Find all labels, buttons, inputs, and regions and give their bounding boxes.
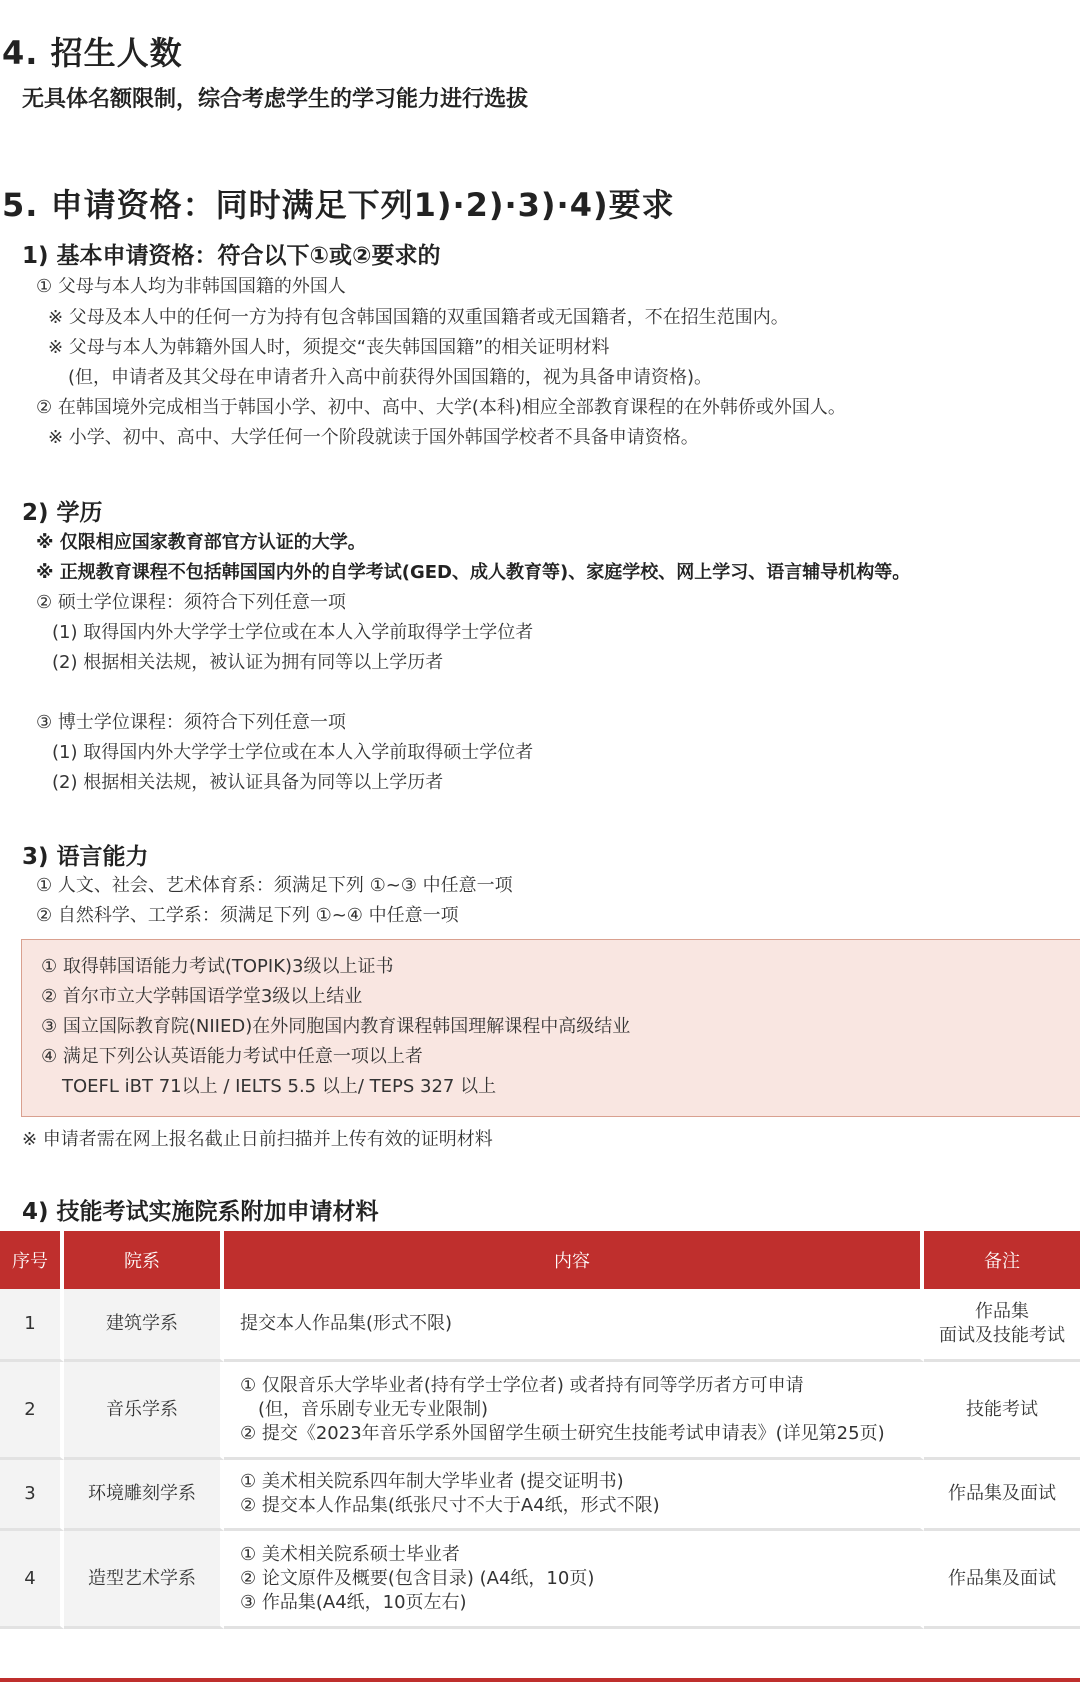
- row-content: [224, 1289, 924, 1362]
- content-line: ① 美术相关院系硕士毕业者: [240, 1543, 460, 1565]
- content-line: ③ 作品集(A4纸，10页左右): [240, 1591, 467, 1613]
- language-box-item: ④ 满足下列公认英语能力考试中任意一项以上者: [41, 1046, 423, 1067]
- language-box-item: ② 首尔市立大学韩国语学堂3级以上结业: [41, 986, 363, 1007]
- education-title: 2) 学历: [22, 500, 103, 526]
- row-number: 3: [0, 1460, 64, 1531]
- content-line: ② 提交本人作品集(纸张尺寸不大于A4纸，形式不限): [240, 1495, 660, 1516]
- language-box-item: ① 取得韩国语能力考试(TOPIK)3级以上证书: [41, 956, 394, 977]
- language-line: ① 人文、社会、艺术体育系：须满足下列 ①~③ 中任意一项: [36, 875, 513, 896]
- remark-line: 技能考试: [966, 1398, 1038, 1420]
- row-content: [224, 1460, 924, 1531]
- row-department: 造型艺术学系: [64, 1531, 224, 1629]
- content-line: ② 论文原件及概要(包含目录) (A4纸，10页): [240, 1567, 595, 1589]
- master-item: (1) 取得国内外大学学士学位或在本人入学前取得学士学位者: [52, 622, 534, 643]
- bottom-divider: [0, 1678, 1080, 1682]
- row-remark: [924, 1531, 1080, 1629]
- table-header-row: [0, 1231, 1080, 1289]
- section-4-text: 无具体名额限制，综合考虑学生的学习能力进行选拔: [22, 87, 529, 112]
- skill-requirements-table: [0, 1231, 1080, 1629]
- table-row: [0, 1289, 1080, 1362]
- language-box-item: TOEFL iBT 71以上 / IELTS 5.5 以上/ TEPS 327 以上: [62, 1076, 497, 1097]
- content-line: ① 仅限音乐大学毕业者(持有学士学位者) 或者持有同等学历者方可申请: [240, 1374, 804, 1396]
- row-remark: [924, 1460, 1080, 1531]
- row-number: 2: [0, 1362, 64, 1460]
- doctor-item: (2) 根据相关法规，被认证具备为同等以上学历者: [52, 772, 444, 793]
- basic-eligibility-title: 1) 基本申请资格：符合以下①或②要求的: [22, 243, 441, 269]
- row-department: 建筑学系: [64, 1289, 224, 1362]
- basic-line: ※ 小学、初中、高中、大学任何一个阶段就读于国外韩国学校者不具备申请资格。: [48, 427, 699, 448]
- section-4-title: 4. 招生人数: [2, 34, 183, 72]
- basic-line: (但，申请者及其父母在申请者升入高中前获得外国国籍的，视为具备申请资格)。: [68, 367, 713, 388]
- row-department: 音乐学系: [64, 1362, 224, 1460]
- content-line: ② 提交《2023年音乐学系外国留学生硕士研究生技能考试申请表》(详见第25页): [240, 1422, 885, 1444]
- remark-line: 面试及技能考试: [939, 1325, 1065, 1346]
- language-line: ② 自然科学、工学系：须满足下列 ①~④ 中任意一项: [36, 905, 459, 926]
- row-content: [224, 1531, 924, 1629]
- table-row: [0, 1531, 1080, 1629]
- language-title: 3) 语言能力: [22, 844, 149, 870]
- section-5-title: 5. 申请资格：同时满足下列1)·2)·3)·4)要求: [2, 186, 675, 224]
- row-department: 环境雕刻学系: [64, 1460, 224, 1531]
- remark-line: 作品集及面试: [948, 1567, 1056, 1589]
- basic-line: ※ 父母及本人中的任何一方为持有包含韩国国籍的双重国籍者或无国籍者，不在招生范围内。: [48, 307, 789, 328]
- language-note: ※ 申请者需在网上报名截止日前扫描并上传有效的证明材料: [22, 1129, 493, 1150]
- basic-line: ① 父母与本人均为非韩国国籍的外国人: [36, 276, 346, 297]
- row-remark: [924, 1289, 1080, 1362]
- row-remark: [924, 1362, 1080, 1460]
- education-note: ※ 正规教育课程不包括韩国国内外的自学考试(GED、成人教育等)、家庭学校、网上学习、语言辅导机构等。: [36, 562, 911, 583]
- master-item: (2) 根据相关法规，被认证为拥有同等以上学历者: [52, 652, 444, 673]
- table-row: [0, 1460, 1080, 1531]
- language-requirements-box: [21, 939, 1080, 1117]
- master-title: ② 硕士学位课程：须符合下列任意一项: [36, 592, 346, 613]
- remark-line: 作品集及面试: [948, 1483, 1056, 1504]
- row-content: [224, 1362, 924, 1460]
- education-note: ※ 仅限相应国家教育部官方认证的大学。: [36, 532, 366, 553]
- row-number: 4: [0, 1531, 64, 1629]
- header-content: 内容: [224, 1231, 924, 1289]
- doctor-title: ③ 博士学位课程：须符合下列任意一项: [36, 712, 346, 733]
- header-remark: 备注: [924, 1231, 1080, 1289]
- basic-line: ※ 父母与本人为韩籍外国人时，须提交“丧失韩国国籍”的相关证明材料: [48, 337, 610, 358]
- content-line: (但，音乐剧专业无专业限制): [258, 1398, 489, 1420]
- header-department: 院系: [64, 1231, 224, 1289]
- remark-line: 作品集: [975, 1301, 1029, 1322]
- table-row: [0, 1362, 1080, 1460]
- header-number: 序号: [0, 1231, 64, 1289]
- content-line: 提交本人作品集(形式不限): [240, 1313, 453, 1334]
- doctor-item: (1) 取得国内外大学学士学位或在本人入学前取得硕士学位者: [52, 742, 534, 763]
- language-box-item: ③ 国立国际教育院(NIIED)在外同胞国内教育课程韩国理解课程中高级结业: [41, 1016, 631, 1037]
- basic-line: ② 在韩国境外完成相当于韩国小学、初中、高中、大学(本科)相应全部教育课程的在外韩侨或外国人。: [36, 397, 846, 418]
- row-number: 1: [0, 1289, 64, 1362]
- content-line: ① 美术相关院系四年制大学毕业者 (提交证明书): [240, 1471, 624, 1492]
- skill-title: 4) 技能考试实施院系附加申请材料: [22, 1199, 379, 1225]
